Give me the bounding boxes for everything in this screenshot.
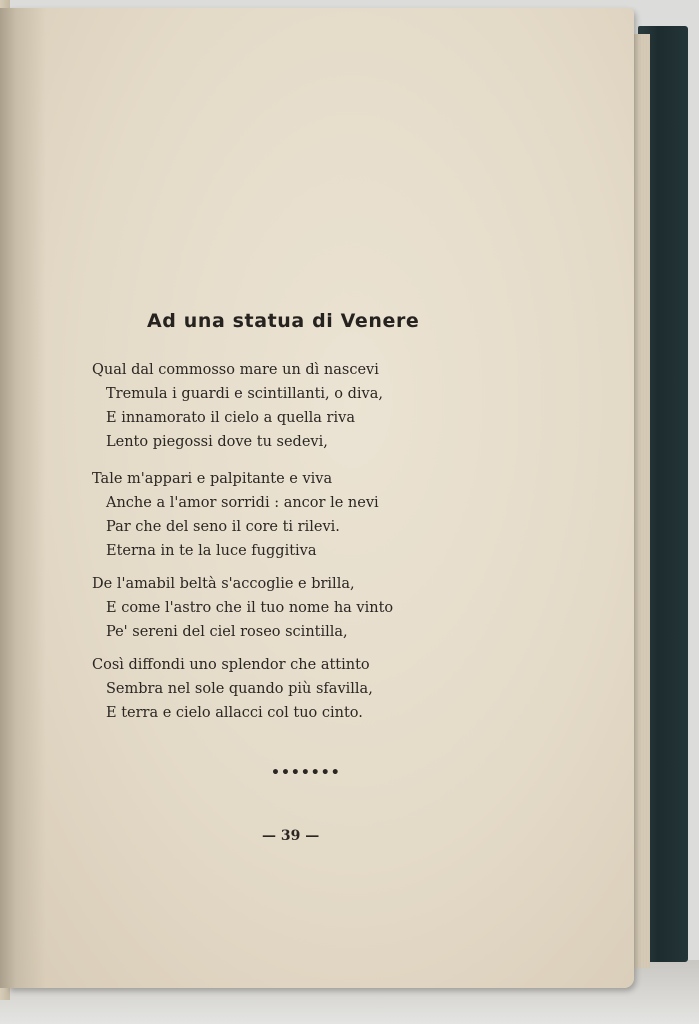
verse-line: E terra e cielo allacci col tuo cinto. xyxy=(106,705,363,721)
verse-line: Lento piegossi dove tu sedevi, xyxy=(106,434,328,450)
verse-line: Sembra nel sole quando più sfavilla, xyxy=(106,681,373,697)
verse-line: Tremula i guardi e scintillanti, o diva, xyxy=(106,386,383,402)
page-gutter xyxy=(0,8,46,988)
stanza-3 xyxy=(92,572,393,644)
verse-line: Par che del seno il core ti rilevi. xyxy=(106,519,340,535)
section-ornament: ••••••• xyxy=(271,765,341,781)
verse-line: E come l'astro che il tuo nome ha vinto xyxy=(106,600,394,616)
page-number: — 39 — xyxy=(262,828,320,844)
stanza-2 xyxy=(92,467,379,563)
verse-line: Pe' sereni del ciel roseo scintilla, xyxy=(106,624,348,640)
verse-line: Così diffondi uno splendor che attinto xyxy=(92,657,370,673)
verse-line: Eterna in te la luce fuggitiva xyxy=(106,543,317,559)
stanza-1 xyxy=(92,358,383,454)
poem-title: Ad una statua di Venere xyxy=(147,310,420,332)
verse-line: Anche a l'amor sorridi : ancor le nevi xyxy=(106,495,379,511)
verse-line: De l'amabil beltà s'accoglie e brilla, xyxy=(92,576,355,592)
stanza-4 xyxy=(92,653,373,725)
verse-line: E innamorato il cielo a quella riva xyxy=(106,410,355,426)
verse-line: Qual dal commosso mare un dì nascevi xyxy=(92,362,379,378)
verse-line: Tale m'appari e palpitante e viva xyxy=(92,471,333,487)
